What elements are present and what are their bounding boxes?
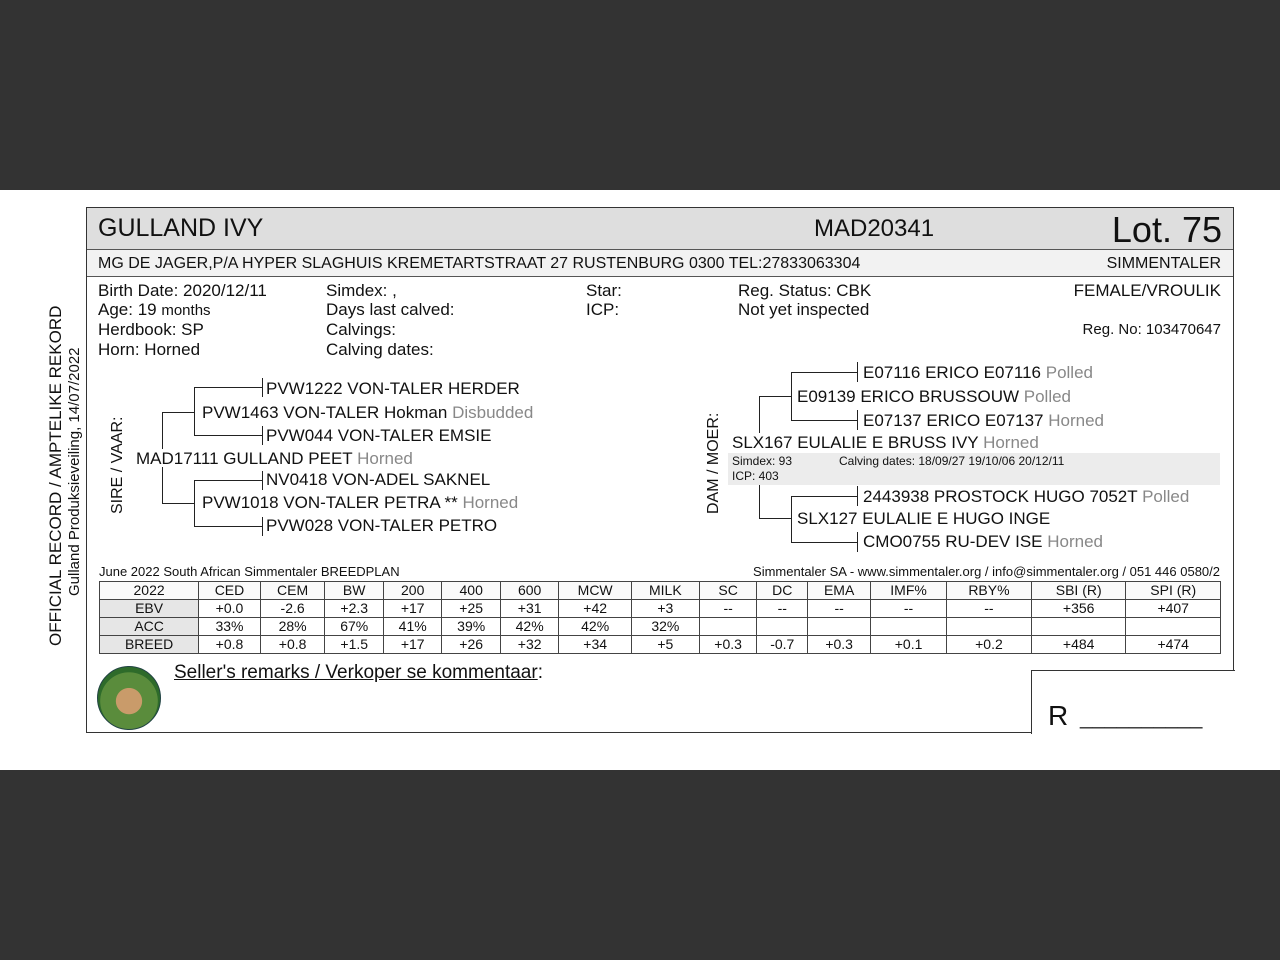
table-header-cell: 400	[442, 582, 500, 600]
table-cell	[946, 618, 1031, 636]
pedigree-line	[262, 471, 263, 490]
table-cell: +17	[383, 636, 441, 654]
table-cell: 32%	[631, 618, 699, 636]
dam-icp: ICP: 403	[732, 469, 779, 483]
pedigree-line	[857, 486, 858, 506]
table-cell: 39%	[442, 618, 500, 636]
sire-name: MAD17111 GULLAND PEET Horned	[136, 449, 413, 468]
table-cell: +17	[383, 600, 441, 618]
breedplan-source: June 2022 South African Simmentaler BREEDPLAN	[99, 564, 400, 579]
birth-date: Birth Date: 2020/12/11	[98, 281, 267, 300]
pedigree-line	[162, 467, 163, 504]
sire-sire-dam: PVW044 VON-TALER EMSIE	[266, 426, 492, 445]
sire-sire: PVW1463 VON-TALER Hokman Disbudded	[202, 403, 534, 422]
dam-dam-sire: 2443938 PROSTOCK HUGO 7052T Polled	[863, 487, 1190, 506]
calving-dates: Calving dates:	[326, 340, 434, 359]
sire-dam: PVW1018 VON-TALER PETRA ** Horned	[202, 493, 519, 512]
table-cell: -0.7	[757, 636, 808, 654]
pedigree-line	[162, 503, 194, 504]
table-header-cell: MILK	[631, 582, 699, 600]
sire-label: SIRE / VAAR:	[109, 416, 126, 514]
table-cell: +356	[1031, 600, 1125, 618]
table-cell: --	[808, 600, 871, 618]
table-cell: 42%	[559, 618, 632, 636]
table-cell	[1126, 618, 1221, 636]
table-cell: +3	[631, 600, 699, 618]
pedigree-line	[857, 362, 858, 382]
table-header-cell: SPI (R)	[1126, 582, 1221, 600]
table-header-cell: SBI (R)	[1031, 582, 1125, 600]
animal-id: MAD20341	[814, 215, 935, 242]
pedigree-line	[791, 496, 792, 542]
dam-simdex: Simdex: 93	[732, 454, 793, 468]
table-cell: +2.3	[325, 600, 383, 618]
table-header-cell: SC	[699, 582, 757, 600]
pedigree-line	[857, 410, 858, 430]
dam-dam-dam: CMO0755 RU-DEV ISE Horned	[863, 532, 1103, 551]
table-header-row	[100, 582, 1221, 600]
table-cell	[808, 618, 871, 636]
table-cell: +32	[500, 636, 558, 654]
ebv-table	[99, 581, 1221, 654]
pedigree-line	[262, 426, 263, 445]
table-cell: --	[946, 600, 1031, 618]
sire-dam-dam: PVW028 VON-TALER PETRO	[266, 516, 498, 535]
table-cell: -2.6	[260, 600, 325, 618]
table-header-cell: IMF%	[871, 582, 947, 600]
days-last-calved: Days last calved:	[326, 300, 455, 319]
table-cell: --	[871, 600, 947, 618]
horn-status: Horn: Horned	[98, 340, 201, 359]
table-cell: +0.0	[199, 600, 261, 618]
pedigree-line	[791, 420, 857, 421]
simdex: Simdex: ,	[326, 281, 397, 300]
table-cell: +0.2	[946, 636, 1031, 654]
official-record-label: OFFICIAL RECORD / AMPTELIKE REKORD	[46, 305, 65, 646]
reg-status: Reg. Status: CBK	[738, 281, 872, 300]
table-header-cell: BW	[325, 582, 383, 600]
icp: ICP:	[586, 300, 620, 319]
table-cell	[757, 618, 808, 636]
table-header-cell: EMA	[808, 582, 871, 600]
dam-dam: SLX127 EULALIE E HUGO INGE	[797, 509, 1051, 528]
pedigree-line	[194, 387, 262, 388]
price-currency: R	[1048, 700, 1069, 731]
lot-number: Lot. 75	[1111, 209, 1222, 250]
table-cell: 33%	[199, 618, 261, 636]
sire-dam-sire: NV0418 VON-ADEL SAKNEL	[266, 470, 491, 489]
owner-details: MG DE JAGER,P/A HYPER SLAGHUIS KREMETARTSTRAAT 27 RUSTENBURG 0300 TEL:27833063304	[98, 255, 861, 272]
table-cell: +0.1	[871, 636, 947, 654]
table-cell: +474	[1126, 636, 1221, 654]
pedigree-line	[194, 526, 262, 527]
table-cell: 42%	[500, 618, 558, 636]
pedigree-line	[194, 480, 195, 526]
age: Age: 19 months	[98, 300, 211, 319]
table-row	[100, 636, 1221, 654]
table-cell: --	[757, 600, 808, 618]
table-cell: +5	[631, 636, 699, 654]
pedigree-line	[759, 485, 760, 519]
calvings: Calvings:	[326, 320, 396, 339]
table-row	[100, 618, 1221, 636]
table-cell: --	[699, 600, 757, 618]
table-cell: +0.3	[699, 636, 757, 654]
table-header-cell: CEM	[260, 582, 325, 600]
table-cell: BREED	[100, 636, 199, 654]
pedigree-line	[759, 518, 791, 519]
simmentaler-logo-icon	[97, 666, 161, 730]
pedigree-line	[194, 480, 262, 481]
breedplan-contact: Simmentaler SA - www.simmentaler.org / info@simmentaler.org / 051 446 0580/2	[753, 564, 1220, 579]
table-cell: +0.3	[808, 636, 871, 654]
table-cell	[1031, 618, 1125, 636]
table-cell: +407	[1126, 600, 1221, 618]
auction-label: Gulland Produksieveiling, 14/07/2022	[66, 347, 83, 596]
table-cell: +484	[1031, 636, 1125, 654]
table-cell: +0.8	[199, 636, 261, 654]
table-cell: EBV	[100, 600, 199, 618]
inspection-status: Not yet inspected	[738, 300, 870, 319]
table-header-cell: MCW	[559, 582, 632, 600]
pedigree-line	[791, 372, 857, 373]
table-cell: +26	[442, 636, 500, 654]
table-cell: +25	[442, 600, 500, 618]
pedigree-line	[759, 396, 760, 433]
dam-label: DAM / MOER:	[705, 412, 722, 514]
table-cell: 28%	[260, 618, 325, 636]
table-header-cell: 2022	[100, 582, 199, 600]
table-cell: +42	[559, 600, 632, 618]
table-cell: +31	[500, 600, 558, 618]
animal-name: GULLAND IVY	[98, 214, 264, 242]
table-header-cell: DC	[757, 582, 808, 600]
pedigree-line	[857, 532, 858, 552]
pedigree-line	[791, 372, 792, 420]
dam-sire: E09139 ERICO BRUSSOUW Polled	[797, 387, 1072, 406]
table-header-cell: RBY%	[946, 582, 1031, 600]
table-header-cell: CED	[199, 582, 261, 600]
dam-calving-dates: Calving dates: 18/09/27 19/10/06 20/12/11	[839, 454, 1065, 468]
pedigree-line	[194, 435, 262, 436]
star: Star:	[586, 281, 622, 300]
sire-sire-sire: PVW1222 VON-TALER HERDER	[266, 379, 520, 398]
dam-name: SLX167 EULALIE E BRUSS IVY Horned	[732, 433, 1039, 452]
pedigree-line	[759, 396, 791, 397]
pedigree-line	[162, 412, 163, 449]
price-blank[interactable]: __________	[1080, 704, 1203, 729]
reg-number: Reg. No: 103470647	[1082, 321, 1221, 338]
table-cell: +1.5	[325, 636, 383, 654]
table-cell: 41%	[383, 618, 441, 636]
table-header-cell: 200	[383, 582, 441, 600]
herdbook: Herdbook: SP	[98, 320, 204, 339]
pedigree-line	[162, 412, 194, 413]
pedigree-line	[791, 496, 857, 497]
table-row	[100, 600, 1221, 618]
pedigree-line	[791, 542, 857, 543]
dam-sire-sire: E07116 ERICO E07116 Polled	[863, 363, 1093, 382]
dam-sire-dam: E07137 ERICO E07137 Horned	[863, 411, 1105, 430]
table-header-cell: 600	[500, 582, 558, 600]
table-cell: 67%	[325, 618, 383, 636]
table-cell	[699, 618, 757, 636]
breed-name: SIMMENTALER	[1106, 255, 1221, 272]
pedigree-line	[194, 387, 195, 435]
pedigree-line	[262, 378, 263, 397]
sex: FEMALE/VROULIK	[1073, 281, 1221, 300]
seller-remarks-label: Seller's remarks / Verkoper se kommentaar:	[174, 662, 543, 683]
table-cell: +0.8	[260, 636, 325, 654]
table-cell: ACC	[100, 618, 199, 636]
table-cell	[871, 618, 947, 636]
table-cell: +34	[559, 636, 632, 654]
pedigree-line	[262, 517, 263, 536]
